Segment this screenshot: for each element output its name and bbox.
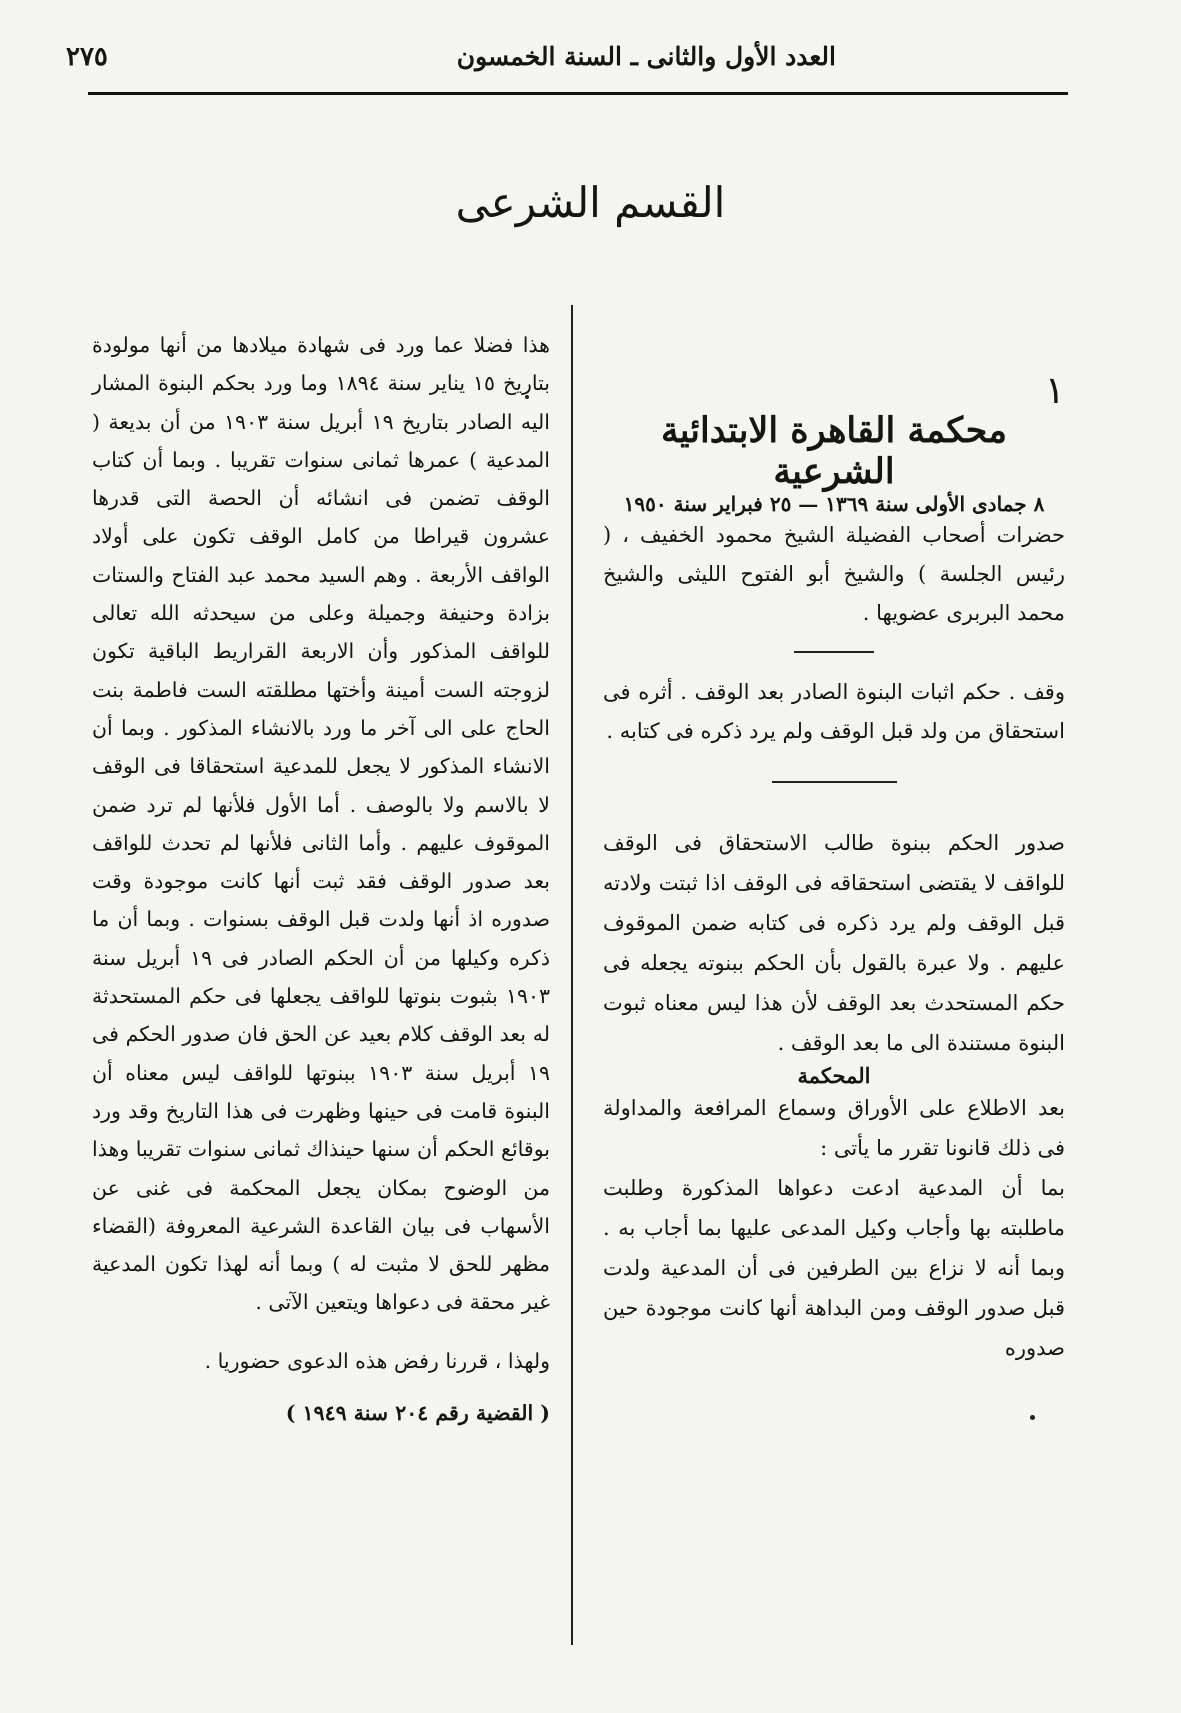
case-reference: ( القضية رقم ٢٠٤ سنة ١٩٤٩ )	[285, 1401, 550, 1426]
section-title: القسم الشرعى	[455, 178, 726, 227]
case-number: ١	[1044, 368, 1065, 412]
judgment-intro: بعد الاطلاع على الأوراق وسماع المرافعة والمداولة فى ذلك قانونا تقرر ما يأتى :	[603, 1096, 1065, 1160]
decision-date: ٨ جمادى الأولى سنة ١٣٦٩ — ٢٥ فبراير سنة ١٩٥٠	[623, 492, 1045, 516]
decision-text: ولهذا ، قررنا رفض هذه الدعوى حضوريا .	[204, 1348, 550, 1373]
left-column	[92, 326, 550, 1432]
print-speck	[1030, 1415, 1035, 1420]
running-header-title: العدد الأول والثانى ـ السنة الخمسون	[456, 42, 836, 71]
judgment-body-start: بما أن المدعية ادعت دعواها المذكورة وطلبت ماطلبته بها وأجاب وكيل المدعى عليها بما أجاب به . وبما أنه لا نزاع بين الطرفين فى أن المدعية ولدت قبل صدور الوقف ومن البداهة أنها كانت موجودة حين صدوره	[603, 1176, 1065, 1360]
right-column	[603, 370, 1065, 1368]
court-name: محكمة القاهرة الابتدائية الشرعية	[660, 410, 1008, 492]
separator-rule	[772, 781, 897, 783]
print-speck	[525, 395, 529, 399]
column-divider	[571, 305, 573, 1645]
page-number: ٢٧٥	[66, 42, 108, 72]
bench-members: حضرات أصحاب الفضيلة الشيخ محمود الخفيف ، ( رئيس الجلسة ) والشيخ أبو الفتوح الليثى والشيخ محمد البربرى عضويها .	[603, 523, 1065, 625]
header-rule	[88, 92, 1068, 95]
legal-principle-summary: صدور الحكم ببنوة طالب الاستحقاق فى الوقف للواقف لا يقتضى استحقاقه فى الوقف اذا ثبتت ولادته قبل الوقف ولم يرد ذكره فى كتابه ضمن الموقوف عليهم . ولا عبرة بالقول بأن الحكم ببنوته يجعله فى حكم المستحدث بعد الوقف لأن هذا ليس معناه ثبوت البنوة مستندة الى ما بعد الوقف .	[603, 831, 1065, 1055]
court-heading: المحكمة	[797, 1063, 871, 1088]
judgment-body-continued: هذا فضلا عما ورد فى شهادة ميلادها من أنها مولودة بتاريخ ١٥ يناير سنة ١٨٩٤ وما ورد بحكم البنوة المشار اليه الصادر بتاريخ ١٩ أبريل سنة ١٩٠٣ من أن بديعة ( المدعية ) عمرها ثمانى سنوات تقريبا . وبما أن كتاب الوقف تضمن فى انشائه أن الحصة التى قدرها عشرون قيراطا من كامل الوقف تكون على أولاد الواقف الأربعة . وهم السيد محمد عبد الفتاح والستات بزادة وحنيفة وجميلة وعلى من سيحدثه الله تعالى للواقف المذكور وأن الاربعة القراريط الباقية تكون لزوجته الست أمينة وأختها مطلقته الست فاطمة بنت الحاج على الى آخر ما ورد بالانشاء المذكور . وبما أن الانشاء المذكور لا يجعل للمدعية استحقاقا فى الوقف لا بالاسم ولا بالوصف . أما الأول فلأنها لم ترد ضمن الموقوف عليهم . وأما الثانى فلأنها لم تحدث للواقف بعد صدور الوقف فقد ثبت أنها كانت موجودة وقت صدوره اذ أنها ولدت قبل الوقف بسنوات . وبما أن ما ذكره وكيلها من أن الحكم الصادر فى ١٩ أبريل سنة ١٩٠٣ بثبوت بنوتها للواقف يجعلها فى حكم المستحدثة له بعد الوقف كلام بعيد عن الحق فان صدور الحكم فى ١٩ أبريل سنة ١٩٠٣ ببنوتها للواقف ليس معناه أن البنوة قامت فى حينها وظهرت فى هذا التاريخ وقد ورد بوقائع الحكم أن سنها حينذاك ثمانى سنوات تقريبا وهذا من الوضوح بمكان يجعل المحكمة فى غنى عن الأسهاب فى بيان القاعدة الشرعية المعروفة (القضاء مظهر للحق لا مثبت له ) وبما أنه لهذا تكون المدعية غير محقة فى دعواها ويتعين الآتى .	[92, 333, 550, 1315]
headnote: وقف . حكم اثبات البنوة الصادر بعد الوقف . أثره فى استحقاق من ولد قبل الوقف ولم يرد ذكره فى كتابه .	[603, 680, 1065, 743]
short-rule	[794, 651, 874, 653]
